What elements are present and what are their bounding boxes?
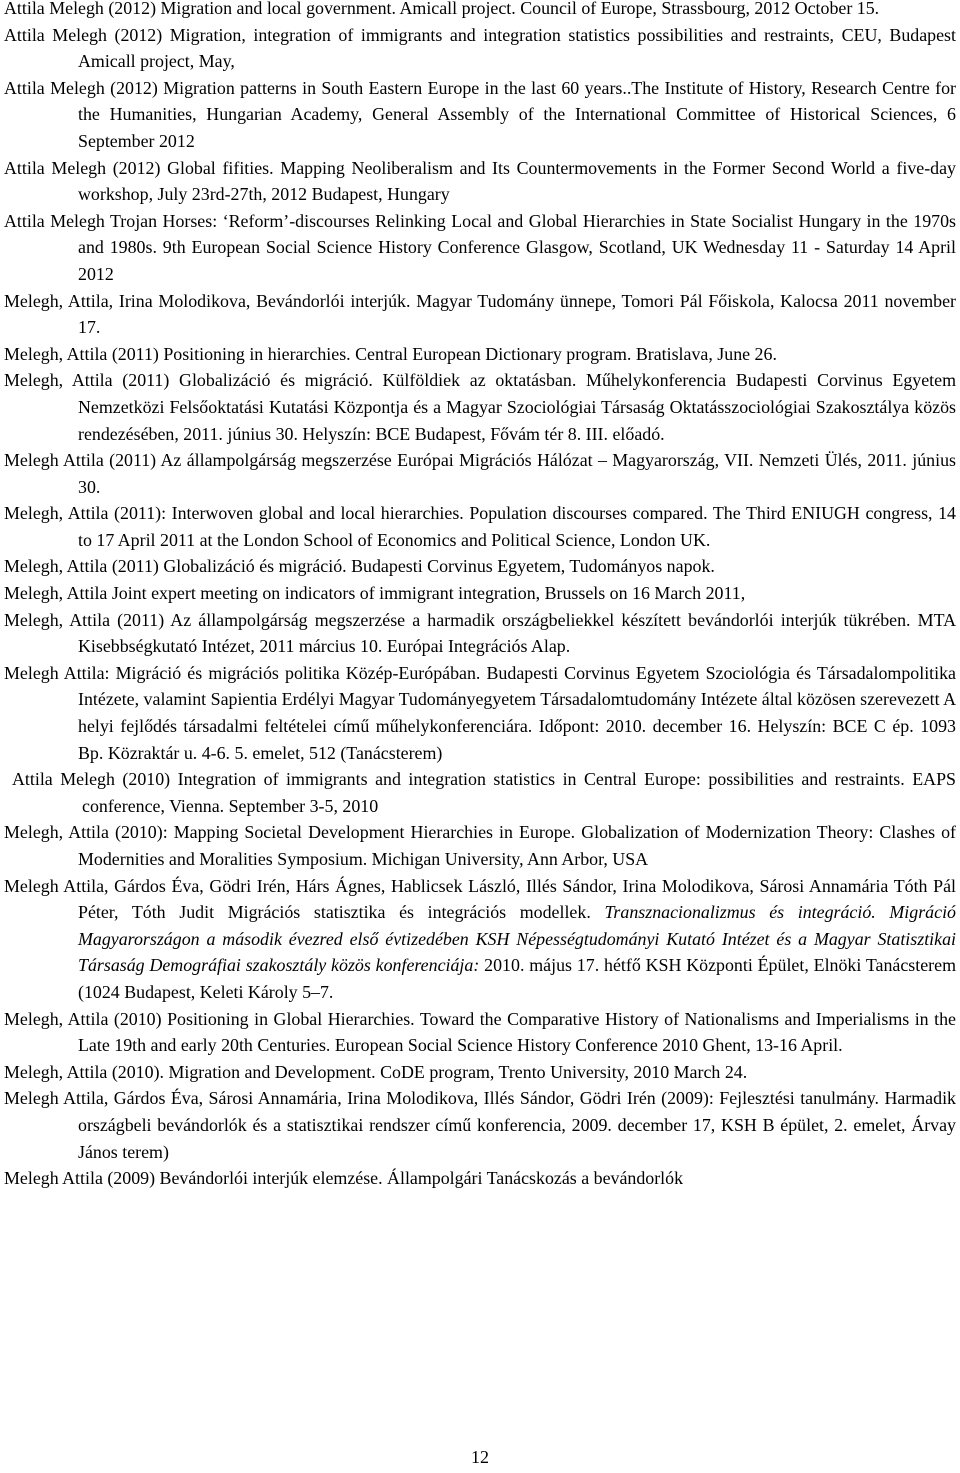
reference-entry: Attila Melegh (2012) Global fifities. Mapping Neoliberalism and Its Countermovements in the Former Second World a five-day workshop, July 23rd-27th, 2012 Budapest, Hungary xyxy=(4,157,956,205)
reference-entry: Melegh, Attila (2010): Mapping Societal Development Hierarchies in Europe. Globalization of Modernization Theory: Clashes of Modernities and Moralities Symposium. Michigan University, Ann Arbor, USA xyxy=(4,822,956,869)
reference-entry: Melegh, Attila (2011) Globalizáció és migráció. Külföldiek az oktatásban. Műhelykonferencia Budapesti Corvinus Egyetem Nemzetközi Felsőoktatási Kutatási Központja és a Magyar Szociológiai Társaság Oktatásszociológiai Szakosztálya közös rendezésében, 2011. június 30. Helyszín: BCE Budapest, Fővám tér 8. III. előadó. xyxy=(4,370,956,444)
reference-entry: Attila Melegh (2012) Migration patterns in South Eastern Europe in the last 60 years..The Institute of History, Research Centre for the Humanities, Hungarian Academy, General Assembly of the International Committee of Historical Sciences, 6 September 2012 xyxy=(4,77,956,151)
entry-date-location: 2010. május 17. hétfő KSH Központi Épület, Elnöki Tanácsterem (1024 Budapest, Keleti Károly 5–7. xyxy=(78,955,956,1002)
reference-entry: Melegh, Attila (2011) Globalizáció és migráció. Budapesti Corvinus Egyetem, Tudományos napok. xyxy=(4,556,715,577)
reference-entry: Melegh, Attila, Irina Molodikova, Bevándorlói interjúk. Magyar Tudomány ünnepe, Tomori Pál Főiskola, Kalocsa 2011 november 17. xyxy=(4,290,956,338)
reference-entry: Melegh Attila (2011) Az állampolgárság megszerzése Európai Migrációs Hálózat – Magyarország, VII. Nemzeti Ülés, 2011. június 30. xyxy=(4,450,956,497)
reference-entry: Melegh Attila: Migráció és migrációs politika Közép-Európában. Budapesti Corvinus Egyetem Szociológia és Társadalompolitika Intézete, valamint Sapientia Erdélyi Magyar Tudományegyetem Társadalomtudomány Intézete által közösen szerevezett A helyi fejlődés társadalmi feltételei című műhelykonferenciára. Időpont: 2010. december 16. Helyszín: BCE C ép. 1093 Bp. Közraktár u. 4-6. 5. emelet, 512 (Tanácsterem) xyxy=(4,662,956,763)
document-body xyxy=(4,0,956,1192)
entry-authors-title: Melegh Attila, Gárdos Éva, Gödri Irén, Hárs Ágnes, Hablicsek László, Illés Sándor, Irina Molodikova, Sárosi Annamária Tóth Pál Péter, Tóth Judit Migrációs statisztika és integrációs modellek. xyxy=(4,875,956,923)
reference-entry: Attila Melegh Trojan Horses: ‘Reform’-discourses Relinking Local and Global Hierarchies in State Socialist Hungary in the 1970s and 1980s. 9th European Social Science History Conference Glasgow, Scotland, UK Wednesday 11 - Saturday 14 April 2012 xyxy=(4,210,956,284)
reference-entry: Melegh Attila (2009) Bevándorlói interjúk elemzése. Állampolgári Tanácskozás a bevándorlók xyxy=(4,1168,684,1189)
reference-entry: Melegh, Attila (2011) Az állampolgárság megszerzése a harmadik országbeliekkel készített bevándorlói interjúk tükrében. MTA Kisebbségkutató Intézet, 2011 március 10. Európai Integrációs Alap. xyxy=(4,609,956,657)
page-number: 12 xyxy=(471,1447,489,1467)
reference-entry: Melegh, Attila (2010). Migration and Development. CoDE program, Trento University, 2010 March 24. xyxy=(4,1061,748,1082)
reference-entry: Melegh Attila, Gárdos Éva, Sárosi Annamária, Irina Molodikova, Illés Sándor, Gödri Irén (2009): Fejlesztési tanulmány. Harmadik országbeli bevándorlók és a statisztikai rendszer című konferencia, 2009. december 17, KSH B épület, 2. emelet, Árvay János terem) xyxy=(4,1088,956,1162)
reference-entry: Attila Melegh (2010) Integration of immigrants and integration statistics in Central Europe: possibilities and restraints. EAPS conference, Vienna. September 3-5, 2010 xyxy=(12,769,956,816)
reference-entry: Melegh, Attila (2011): Interwoven global and local hierarchies. Population discourses compared. The Third ENIUGH congress, 14 to 17 April 2011 at the London School of Economics and Political Science, London UK. xyxy=(4,503,956,550)
reference-entry: Attila Melegh (2012) Migration, integration of immigrants and integration statistics possibilities and restraints, CEU, Budapest Amicall project, May, xyxy=(4,24,956,72)
entry-italic-venue: Transznacionalizmus és integráció. Migráció Magyarországon a második évezred első évtizedében KSH Népességtudományi Kutató Intézet és a Magyar Statisztikai Társaság Demográfiai szakosztály közös konferenciája: xyxy=(78,902,956,976)
reference-entry xyxy=(4,873,956,1006)
reference-entry: Melegh, Attila (2011) Positioning in hierarchies. Central European Dictionary program. Bratislava, June 26. xyxy=(4,343,777,364)
reference-entry: Attila Melegh (2012) Migration and local government. Amicall project. Council of Europe, Strassbourg, 2012 October 15. xyxy=(4,0,880,18)
reference-entry: Melegh, Attila (2010) Positioning in Global Hierarchies. Toward the Comparative History of Nationalisms and Imperialisms in the Late 19th and early 20th Centuries. European Social Science History Conference 2010 Ghent, 13-16 April. xyxy=(4,1008,956,1056)
reference-entry: Melegh, Attila Joint expert meeting on indicators of immigrant integration, Brussels on 16 March 2011, xyxy=(4,583,746,604)
